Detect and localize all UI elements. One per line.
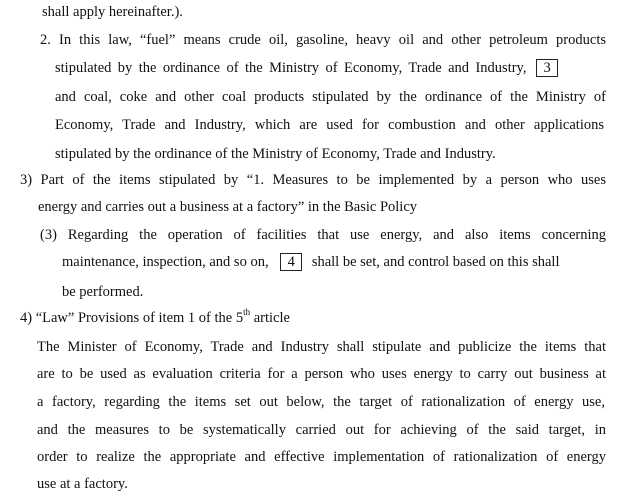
text-line: (3) Regarding the operation of facilities that use energy, and also items concerning xyxy=(40,227,606,243)
answer-blank-3: 3 xyxy=(536,59,558,77)
text-span: maintenance, inspection, and so on, xyxy=(62,254,269,270)
text-line: and coal, coke and other coal products stipulated by the ordinance of the Ministry of xyxy=(55,89,606,105)
text-span: shall be set, and control based on this shall xyxy=(311,254,560,270)
text-line: stipulated by the ordinance of the Ministry of Economy, Trade and Industry. xyxy=(55,146,496,162)
text-span: stipulated by the ordinance of the Ministry of Economy, Trade and Industry, xyxy=(55,60,527,76)
text-line-with-blank xyxy=(55,58,610,80)
section-heading-3: 3) Part of the items stipulated by “1. Measures to be implemented by a person who uses xyxy=(20,172,606,188)
answer-blank-4: 4 xyxy=(280,253,302,271)
superscript: th xyxy=(243,307,251,318)
text-line: energy and carries out a business at a factory” in the Basic Policy xyxy=(38,199,418,215)
text-line: shall apply hereinafter.). xyxy=(42,4,183,20)
text-line-with-blank xyxy=(62,252,607,274)
text-line: order to realize the appropriate and effective implementation of rationalization of energy xyxy=(37,449,606,465)
text-line: be performed. xyxy=(62,284,144,300)
section-heading-4 xyxy=(20,308,290,330)
text-line: are to be used as evaluation criteria for a person who uses energy to carry out business at xyxy=(37,366,606,382)
text-line: and the measures to be systematically carried out for achieving of the said target, in xyxy=(37,422,606,438)
text-line: 2. In this law, “fuel” means crude oil, gasoline, heavy oil and other petroleum products xyxy=(40,32,606,48)
text-line: Economy, Trade and Industry, which are used for combustion and other applications xyxy=(55,117,604,133)
text-span: article xyxy=(250,310,290,326)
text-span: 4) “Law” Provisions of item 1 of the 5 xyxy=(20,310,244,326)
text-line: use at a factory. xyxy=(37,476,128,492)
text-line: The Minister of Economy, Trade and Industry shall stipulate and publicize the items that xyxy=(37,339,606,355)
text-line: a factory, regarding the items set out below, the target of rationalization of energy use, xyxy=(37,394,605,410)
